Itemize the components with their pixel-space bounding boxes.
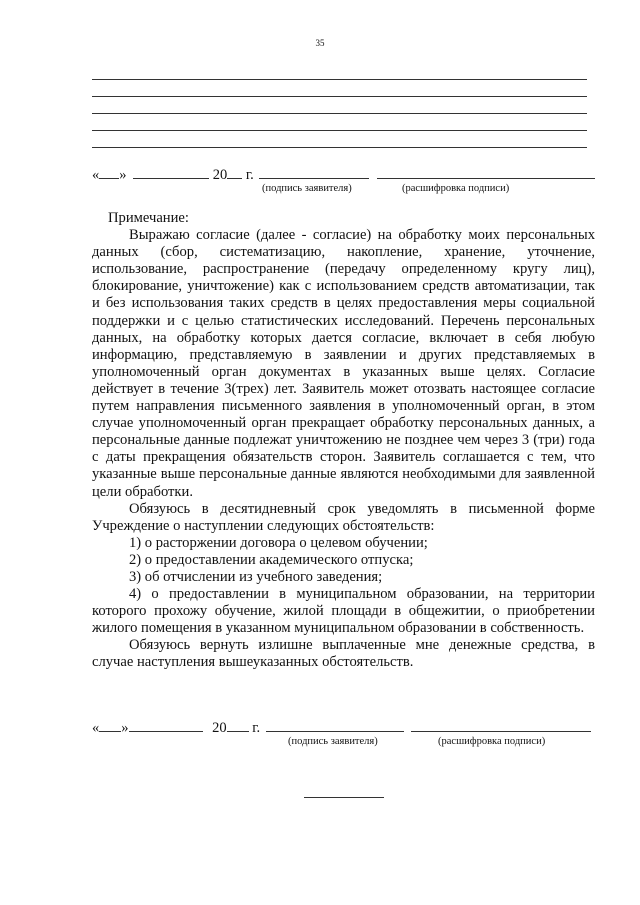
caption-decoding: (расшифровка подписи) bbox=[438, 736, 546, 747]
year-suffix: г. bbox=[252, 720, 261, 736]
day-field[interactable] bbox=[99, 165, 119, 179]
month-field[interactable] bbox=[129, 718, 203, 732]
list-item: 1) о расторжении договора о целевом обучении; bbox=[129, 534, 428, 551]
consent-paragraph: Выражаю согласие (далее - согласие) на обработку моих персональных данных (сбор, систематизацию, накопление, хранение, уточнение, использование, распространение (передачу определенному кругу лиц), блокирование, уничтожение) как с использованием средств автоматизации, так и без использования таких средств в целях предоставления меры социальной поддержки и с целью статистических исследований. Перечень персональных данных, на обработку которых дается согласие, включает в себя любую информацию, представляемую в заявлении и других представляемых в уполномоченный орган документах в указанных выше целях. Согласие действует в течение 3(трех) лет. Заявитель может отозвать настоящее согласие путем направления письменного заявления в уполномоченный орган, в этом случае уполномоченный орган прекращает обработку персональных данных, а персональные данные подлежат уничтожению не позднее чем через 3 (три) года с даты прекращения обязательств сторон. Заявитель соглашается с тем, что указанные выше персональные данные являются необходимыми для заявленной цели обработки. bbox=[92, 227, 595, 500]
day-field[interactable] bbox=[99, 718, 121, 732]
list-item: 4) о предоставлении в муниципальном образовании, на территории которого прохожу обучение, жилой площади в общежитии, о приобретении жилого помещения в указанном муниципальном образовании в собственность. bbox=[92, 586, 595, 637]
quote-open: « bbox=[92, 720, 100, 736]
year-prefix: 20 bbox=[212, 720, 227, 736]
signature-row-bottom bbox=[92, 718, 591, 737]
year-suffix: г. bbox=[245, 167, 254, 183]
signature-decoding-field[interactable] bbox=[377, 165, 595, 179]
blank-line-1[interactable] bbox=[92, 79, 587, 80]
page-number: 35 bbox=[315, 38, 325, 48]
caption-signature: (подпись заявителя) bbox=[288, 736, 378, 747]
signature-decoding-field[interactable] bbox=[411, 718, 591, 732]
caption-signature: (подпись заявителя) bbox=[262, 183, 352, 194]
signature-field[interactable] bbox=[266, 718, 404, 732]
quote-open: « bbox=[92, 167, 100, 183]
list-item: 2) о предоставлении академического отпуска; bbox=[129, 551, 414, 568]
blank-line-4[interactable] bbox=[92, 130, 587, 131]
month-field[interactable] bbox=[133, 165, 209, 179]
year-prefix: 20 bbox=[212, 167, 228, 183]
end-rule bbox=[304, 797, 384, 798]
year-field[interactable] bbox=[227, 165, 242, 179]
refund-paragraph: Обязуюсь вернуть излишне выплаченные мне денежные средства, в случае наступления вышеуказанных обстоятельств. bbox=[92, 637, 595, 671]
quote-close: » bbox=[119, 167, 127, 183]
signature-row-top bbox=[92, 165, 595, 184]
list-item: 3) об отчислении из учебного заведения; bbox=[129, 568, 383, 585]
note-heading: Примечание: bbox=[108, 210, 189, 226]
signature-field[interactable] bbox=[259, 165, 369, 179]
caption-decoding: (расшифровка подписи) bbox=[402, 183, 510, 194]
blank-line-2[interactable] bbox=[92, 96, 587, 97]
blank-line-5[interactable] bbox=[92, 147, 587, 148]
year-field[interactable] bbox=[227, 718, 249, 732]
quote-close: » bbox=[121, 720, 129, 736]
obligation-paragraph: Обязуюсь в десятидневный срок уведомлять в письменной форме Учреждение о наступлении следующих обстоятельств: bbox=[92, 500, 595, 534]
blank-line-3[interactable] bbox=[92, 113, 587, 114]
notice-text bbox=[92, 210, 595, 672]
